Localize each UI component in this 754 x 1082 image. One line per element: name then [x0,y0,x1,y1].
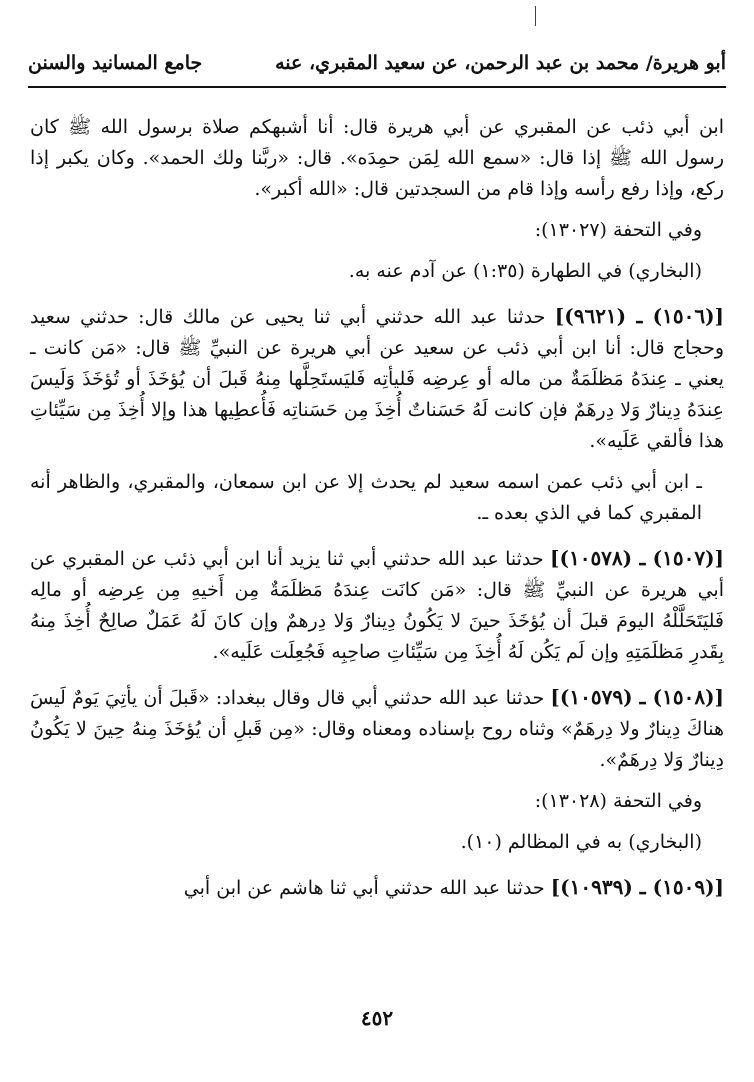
hadith-text: حدثنا عبد الله حدثني أبي ثنا يزيد أنا ابن أبي ذئب عن المقبري عن أبي هريرة عن النبيِّ ﷺ قال: «مَن كانَت عِندَهُ مَظلَمَةٌ مِن أَخيهِ مِن عِرضِه أو مالِه فَليَتَحَلَّلْهُ اليومَ قبلَ أن يُؤخَذَ حينَ لا يَكُونُ دِينارٌ وَلا دِرهمٌ وإن كانَ لَهُ عَمَلٌ صالِحٌ أُخِذَ مِنهُ بِقَدرِ مَظلَمَتِهِ وإن لَم يَكُن لَهُ أُخِذَ مِن سَيِّئاتِ صاحِبِه فَجُعِلَت عَلَيه». [30,548,724,663]
running-header [28,46,726,88]
page-number: ٤٥٢ [360,1006,394,1030]
header-author-chain: أبو هريرة/ محمد بن عبد الرحمن، عن سعيد المقبري، عنه [275,52,726,74]
hadith-1507 [30,543,724,668]
header-book-title: جامع المسانيد والسنن [28,52,203,74]
paragraph-continuation: ابن أبي ذئب عن المقبري عن أبي هريرة قال: أنا أشبهكم صلاة برسول الله ﷺ كان رسول الله ﷺ إذا قال: «سمع الله لِمَن حمِدَه». قال: «ربَّنا ولك الحمد». وكان يكبر إذا ركع، وإذا رفع رأسه وإذا قام من السجدتين قال: «الله أكبر». [30,116,724,200]
hadith-text: حدثنا عبد الله حدثني أبي قال وقال ببغداد: «قَبلَ أن يأتِيَ يَومٌ لَيسَ هناكَ دِينارٌ ولا دِرهَمٌ» وثناه روح بإسناده ومعناه وقال: «مِن قَبلِ أن يُؤخَذَ مِنهُ حِينَ لا يَكُونُ دِينارٌ وَلا دِرهَمٌ». [30,687,724,771]
hadith-number: [(١٥٠٩) ـ (١٠٩٣٩)] [550,875,724,899]
hadith-number: [(١٥٠٧) ـ (١٠٥٧٨)] [550,546,724,570]
tuhfa-reference: وفي التحفة (١٣٠٢٧): [534,219,702,241]
hadith-1506 [30,301,724,457]
hadith-number: [(١٥٠٦) ـ (٩٦٢١)] [554,304,724,328]
fold-mark [535,6,536,26]
note-paragraph: ـ ابن أبي ذئب عمن اسمه سعيد لم يحدث إلا عن ابن سمعان، والمقبري، والظاهر أنه المقبري كما في الذي بعده ـ. [30,471,702,524]
hadith-text: حدثنا عبد الله حدثني أبي ثنا هاشم عن ابن أبي [183,877,545,899]
hadith-1508 [30,682,724,776]
tuhfa-reference: وفي التحفة (١٣٠٢٨): [534,790,702,812]
bukhari-reference: (البخاري) به في المظالم (١٠). [460,831,702,853]
page-body [30,112,724,914]
hadith-1509 [30,872,724,904]
hadith-number: [(١٥٠٨) ـ (١٠٥٧٩)] [550,685,724,709]
hadith-text: حدثنا عبد الله حدثني أبي ثنا يحيى عن مالك قال: حدثني سعيد وحجاج قال: أنا ابن أبي ذئب عن سعيد عن أبي هريرة عن النبيِّ ﷺ قال: «مَن كانت ـ يعني ـ عِندَهُ مَظلَمَةٌ من ماله أو عِرضِه فَليأتِه فَليَستَحِلَّها مِنهُ قَبلَ أن يُؤخَذَ أو تُؤخَذَ وَلَيسَ عِندَهُ دِينارٌ وَلا دِرهَمٌ فإن كانت لَهُ حَسَناتٌ أُخِذَ مِن حَسَناتِه فَأُعطِيها هذا وإلا أُخِذَ مِن سَيِّئاتِ هذا فألقي عَلَيه». [30,306,724,452]
bukhari-reference: (البخاري) في الطهارة (١:٣٥) عن آدم عنه به. [348,260,702,282]
